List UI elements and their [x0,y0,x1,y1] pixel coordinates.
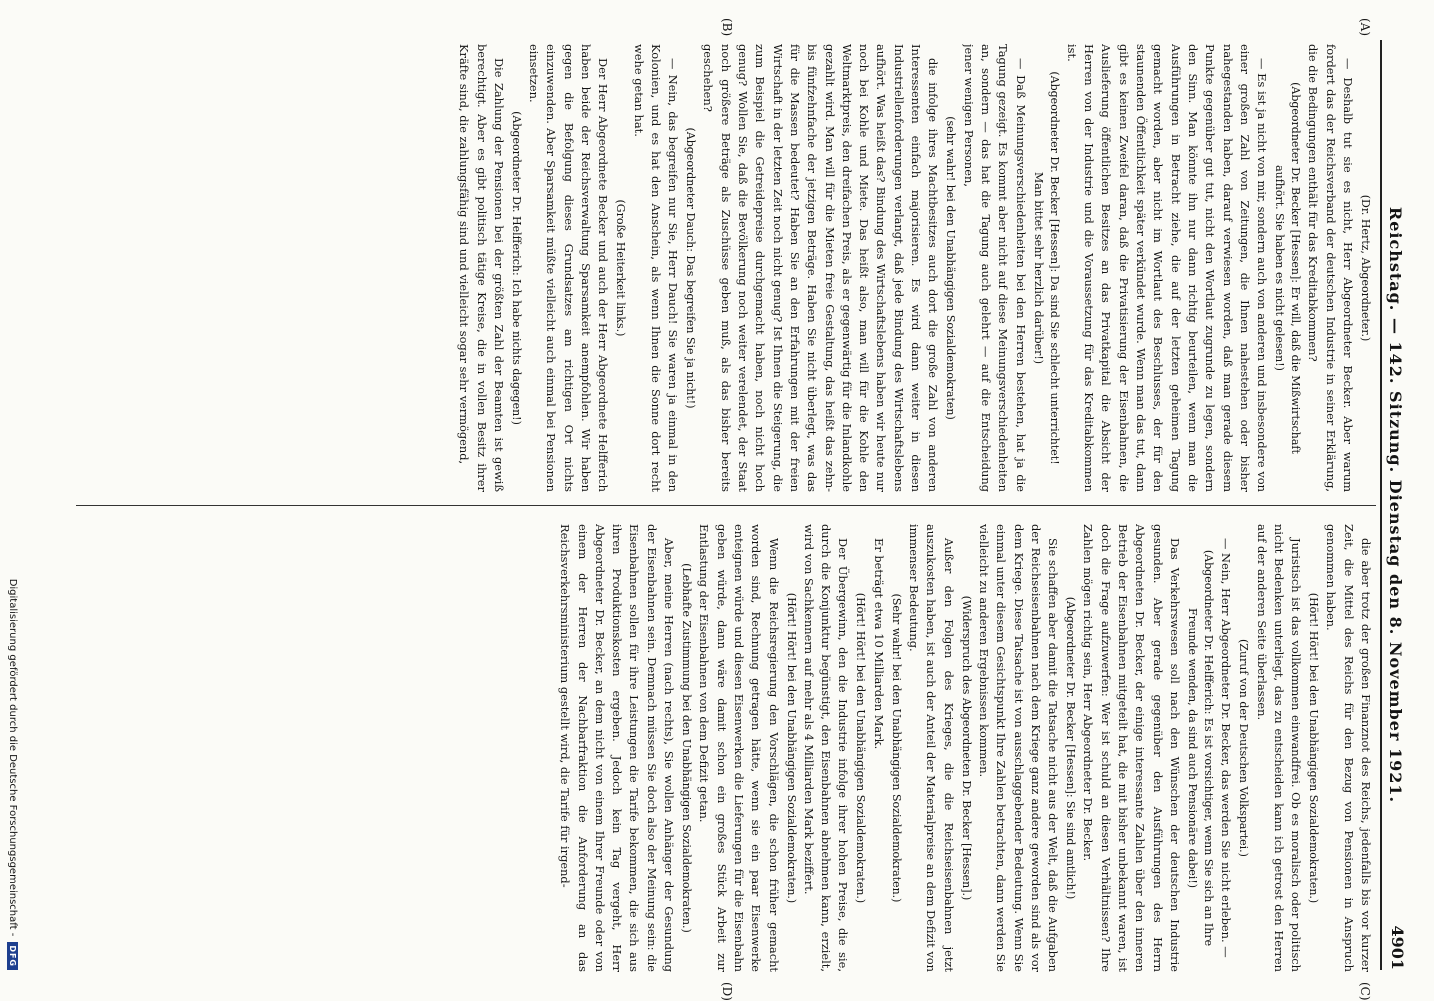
interjection: (Abgeordneter Dr. Becker [Hessen]: Da sind Sie schlecht unterrichtet! Man bittet sehr herzlich darüber!) [1031,71,1061,465]
speech-paragraph: Aber, meine Herren (nach rechts), Sie wollen Anhänger der Gesundung der Eisenbahnen sein. Demnach müssen Sie doch also der Meinung sein: die Eisenbahnen sollen für ihre Leistungen die Tarife bekommen, die sich aus ihren Produktionskosten ergeben. Jedoch kein Tag vergeht, Herr Abgeordneter Dr. Becker, an dem nicht von einem Ihrer Freunde oder von einem der Herren der Nachbarfraktion die Anforderung an das Reichsverkehrsministerium gestellt wird, die Tarife für irgend- [558,524,677,972]
interjection: (Widerspruch des Abgeordneten Dr. Becker [Hessen].) [959,595,973,901]
interjection: (Abgeordneter Dr. Helfferich: Es ist vorsichtiger, wenn Sie sich an Ihre Freunde wenden, da sind auch Pensionäre dabei!) [1185,549,1215,947]
speech-paragraph: Sie schaffen aber damit die Tatsache nicht aus der Welt, daß die Aufgaben der Reichseisenbahnen nach dem Kriege ganz andere geworden sind als vor dem Kriege. Diese Tatsache ist von ausschlaggebender Bedeutung. Wenn Sie einmal unter diesem Gesichtspunkt Ihre Zahlen betrachten, dann werden Sie vielleicht zu anderen Ergebnissen kommen. [976,524,1061,972]
speech-paragraph: die aber trotz der großen Finanznot des Reichs, jedenfalls bis vor kurzer Zeit, die Mittel des Reichs für den Bezug von Pensionen in Anspruch genommen haben. [1324,524,1373,972]
column-divider [76,505,1376,506]
speech-paragraph: — Nein, Herr Abgeordneter Dr. Becker, das werden Sie nicht erleben. — [1219,538,1234,958]
speech-paragraph: Der Übergewinn, den die Industrie infolge ihrer hohen Preise, die sie, durch die Konjunktur begünstigt, den Eisenbahnen abnehmen kann, erzielt, wird von Sachkennern auf mehr als 4 Milliarden Mark beziffert. [801,524,851,972]
interjection: (Abgeordneter Dr. Helfferich: Ich habe nichts dagegen!) [509,111,523,425]
margin-mark-a: (A) [1358,18,1372,37]
right-column [84,524,1374,972]
speech-paragraph: — Nein, das begreifen nur Sie, Herr Dauch! Sie waren ja einmal in den Kolonien, und es hat den Anschein, als wenn Ihnen die Sonne dort recht wehe getan hat. [631,44,681,492]
speech-paragraph: Er beträgt etwa 10 Milliarden Mark. [871,538,886,750]
speech-paragraph: die infolge ihres Machtbesitzes auch dort die große Zahl von anderen Interessenten einfach majorisieren. Es wird dann weiter in diesen Industriellenforderungen verlangt, daß jede Bindung des Wirtschaftslebens aufhört. Was heißt das? Bindung des Wirtschaftslebens haben wir heute nur noch bei Kohle und Miete. Das heißt also, man will für die Kohle den Weltmarktpreis, den dreifachen Preis, als er gegenwärtig für die Inlandkohle gezahlt wird. Man will für die Mieten freie Gestaltung, das heißt das zehn- bis fünfzehnfache der jetzigen Beträge. Haben Sie nicht überlegt, was das für die Massen bedeutet? Haben Sie an den Erfahrungen mit der freien Wirtschaft in der letzten Zeit noch nicht genug? Ist Ihnen die Steigerung, die zum Beispiel die Getreidepreise durchgemacht haben, noch nicht hoch genug? Wollen Sie, daß die Bevölkerung noch weiter verelendet, der Staat noch größere Beträge als Zuschüsse geben muß, als das bisher bereits geschehen? [701,44,941,492]
footer-text: Digitalisierung gefördert durch die Deutsche Forschungsgemeinschaft - [7,578,18,937]
interjection: (Abgeordneter Dauch: Das begreifen Sie ja nicht!) [684,127,698,409]
interjection: (Große Heiterkeit links.) [614,199,628,337]
interjection: (Dr. Hertz, Abgeordneter.) [1359,194,1372,342]
speech-paragraph: Die Zahlung der Pensionen bei der größten Zahl der Beamten ist gewiß berechtigt. Aber es gibt politisch tätige Kreise, die in vollen Besitz ihrer Kräfte sind, die zahlungsfähig sind und vielleicht sogar sehr vermögend, [457,44,506,492]
interjection: (Hört! Hört! bei den Unabhängigen Sozialdemokraten.) [784,592,798,904]
digitization-footer [7,40,18,970]
interjection: (Hört! Hört! bei den Unabhängigen Sozialdemokraten.) [1307,592,1321,904]
speech-paragraph: — Es ist ja nicht von mir, sondern auch von anderen und insbesondere von einer großen Zahl von Zeitungen, die Ihnen nahestehen oder bisher nahegestanden haben, darauf verwiesen worden, daß man gerade diesem Punkte gegenüber gut tut, nicht den Wortlaut zugrunde zu legen, sondern den Sinn. Man könnte ihn nur dann richtig beurteilen, wenn man die Ausführungen in Betracht ziehe, die auf der letzten geheimen Tagung gemacht worden, aber nicht im Wortlaut des Beschlusses, der für den staunenden Öffentlichkeit später verkündet wurde. Wenn man das tut, dann gibt es keinen Zweifel daran, daß die Privatisierung der Eisenbahnen, die Auslieferung öffentlichen Besitzes an das Privatkapital die Absicht der Herren von der Industrie und die Voraussetzung für das Kreditabkommen ist. [1064,44,1270,492]
margin-mark-c: (C) [1358,982,1372,1001]
speech-paragraph: — Deshalb tut sie es nicht, Herr Abgeordneter Becker. Aber warum fordert das der Reichsverband der deutschen Industrie in seiner Erklärung, die die Bedingungen enthält für das Kreditabkommen? [1306,44,1355,492]
speech-paragraph: — Daß Meinungsverschiedenheiten bei den Herren bestehen, hat ja die Tagung gezeigt. Es kommt aber nicht auf diese Meinungsverschiedenheiten an, sondern — das hat die Tagung auch gelehrt — auf die Entscheidung jener wenigen Personen, [961,44,1028,492]
interjection: (Hört! Hört! bei den Unabhängigen Sozialdemokraten.) [854,592,868,904]
left-column [84,44,1374,492]
interjection: (Lebhafte Zustimmung bei den Unabhängigen Sozialdemokraten.) [680,563,694,933]
interjection: (Abgeordneter Dr. Becker [Hessen]: Sie sind amtlich!) [1064,596,1078,900]
page-header [1386,40,1416,970]
speech-paragraph: Außer den Folgen des Krieges, die die Reichseisenbahnen jetzt auszukosten haben, ist auch der Anteil der Materialpreise an dem Defizit von immenser Bedeutung. [907,524,956,972]
interjection: (sehr wahr! bei den Unabhängigen Sozialdemokraten) [944,116,958,420]
page-number: 4901 [1388,925,1407,970]
header-rule [1380,40,1382,970]
speech-paragraph: Der Herr Abgeordnete Becker und auch der Herr Abgeordnete Helfferich haben beide der Reichsverwaltung Sparsamkeit anempfohlen. Wir haben gegen die Befolgung dieses Grundsatzes am richtigen Ort nichts einzuwenden. Aber Sparsamkeit müßte vielleicht auch einmal bei Pensionen einsetzen. [527,44,611,492]
interjection: (Zuruf von der Deutschen Volkspartei.) [1237,639,1251,857]
margin-mark-b: (B) [720,18,734,37]
speech-paragraph: Das Verkehrswesen soll nach den Wünschen der deutschen Industrie gesunden. Aber gerade gegenüber den Ausführungen des Herrn Abgeordneten Dr. Becker, der einige interessante Zahlen über den inneren Betrieb der Eisenbahnen mitgeteilt hat, die mit bisher unbekannt waren, ist doch die Frage aufzuwerfen: Wer ist schuld an diesen Verhältnissen? Ihre Zahlen mögen richtig sein, Herr Abgeordneter Dr. Becker. [1081,524,1182,972]
speech-paragraph: Wenn die Reichsregierung den Vorschlägen, die schon früher gemacht worden sind, Rechnung getragen hätte, wenn sie ein paar Eisenwerke enteignen würde und diesen Eisenwerken die Lieferungen für die Eisenbahn geben würde, dann wäre damit schon ein großes Stück Arbeit zur Entlastung der Eisenbahnen von dem Defizit getan. [697,524,781,972]
interjection: (Abgeordneter Dr. Becker [Hessen]: Er will, daß die Mißwirtschaft aufhört. Sie haben es nicht gelesen!) [1273,82,1303,454]
interjection: (Sehr wahr! bei den Unabhängigen Sozialdemokraten.) [889,593,903,903]
margin-mark-d: (D) [720,982,734,1001]
header-title: Reichstag. — 142. Sitzung. Dienstag den 8. November 1921. [1386,206,1405,804]
dfg-logo: DFG [7,942,18,970]
speech-paragraph: Juristisch ist das vollkommen einwandfrei. Ob es moralisch oder politisch nicht Bedenken unterliegt, das zu entscheiden kann ich getrost den Herren auf der anderen Seite überlassen. [1254,524,1304,972]
